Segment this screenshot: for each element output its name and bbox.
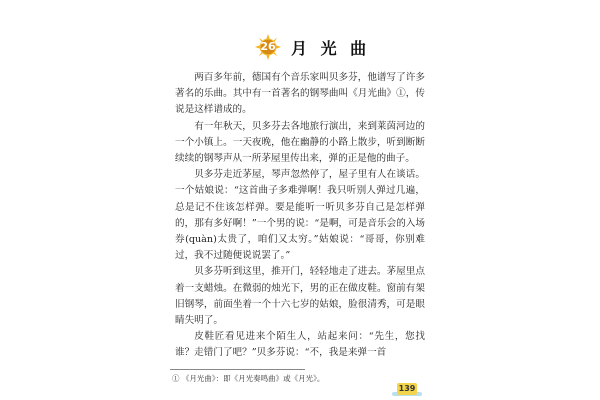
footnote-divider xyxy=(170,369,305,370)
lesson-header xyxy=(255,34,370,60)
lesson-body xyxy=(175,70,425,362)
paragraph: 贝多芬听到这里，推开门，轻轻地走了进去。茅屋里点着一支蜡烛。在微弱的烛光下，男的正在做皮鞋。窗前有架旧钢琴，前面坐着一个十六七岁的姑娘，脸很清秀，可是眼睛失明了。 xyxy=(175,266,425,327)
lesson-title: 月 光 曲 xyxy=(291,38,371,58)
lesson-number: 26 xyxy=(260,40,276,53)
footnote: ① 《月光曲》：即《月光奏鸣曲》或《月光》。 xyxy=(172,374,325,383)
paragraph: 贝多芬走近茅屋，琴声忽然停了，屋子里有人在谈话。一个姑娘说：“这首曲子多难弹啊！我只听别人弹过几遍，总是记不住该怎样弹。要是能听一听贝多芬自己是怎样弹的，那有多好啊！”一个男的说：“是啊，可是音乐会的入场券(quàn)太贵了，咱们又太穷。”姑娘说：“哥哥，你别难过，我不过随便说说罢了。” xyxy=(175,169,425,262)
lesson-number-badge xyxy=(255,34,281,60)
paragraph: 两百多年前，德国有个音乐家叫贝多芬，他谱写了许多著名的乐曲。其中有一首著名的钢琴曲叫《月光曲》①，传说是这样谱成的。 xyxy=(175,72,425,116)
paragraph: 有一年秋天，贝多芬去各地旅行演出，来到莱茵河边的一个小镇上。一天夜晚，他在幽静的小路上散步，听到断断续续的钢琴声从一所茅屋里传出来，弹的正是他的曲子。 xyxy=(175,120,425,165)
page-number: 139 xyxy=(398,384,416,393)
paragraph: 皮鞋匠看见进来个陌生人，站起来问：“先生，您找谁？走错门了吧？”贝多芬说：“不，我是来弹一首 xyxy=(175,331,425,359)
